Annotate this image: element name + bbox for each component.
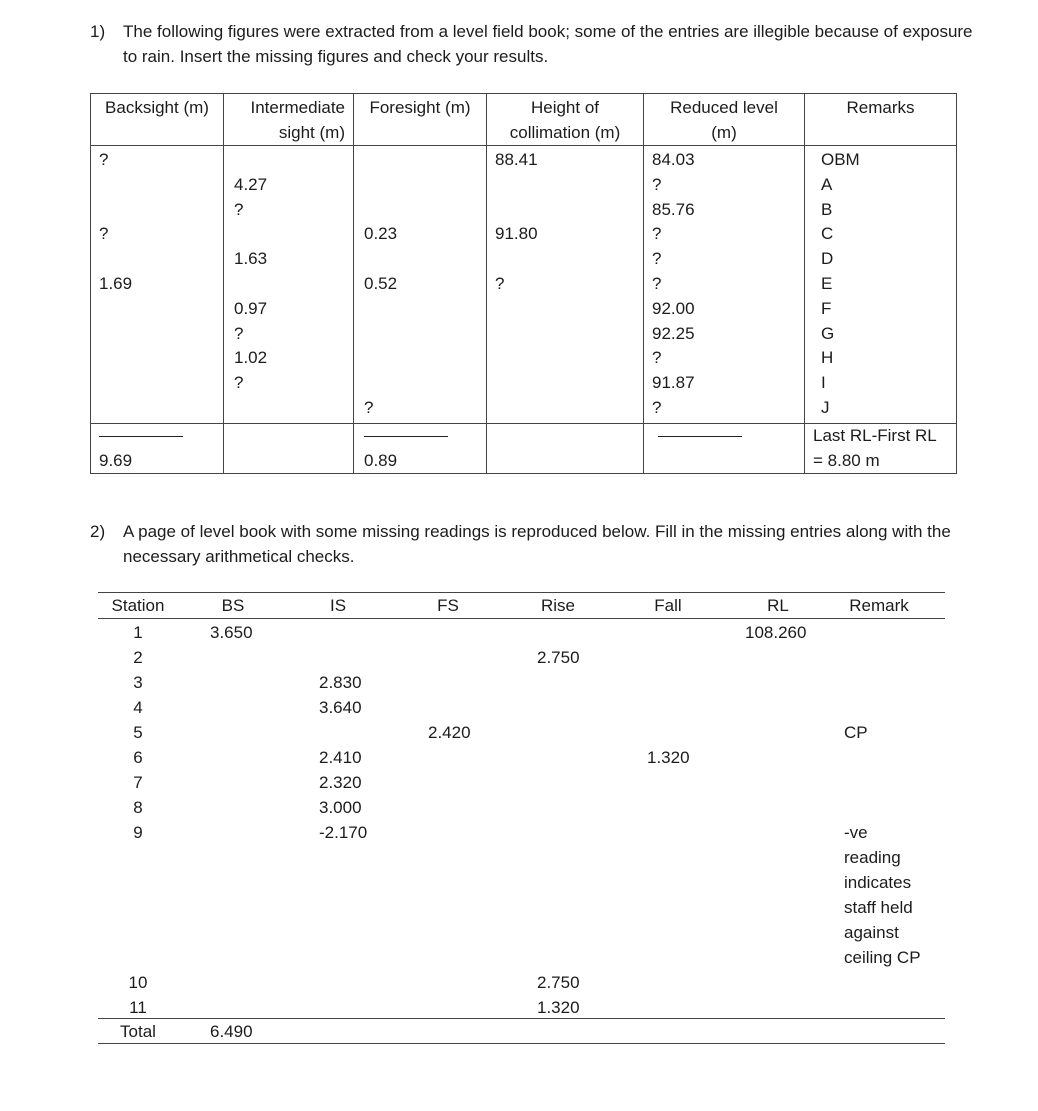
- remarks-value: I: [821, 373, 826, 393]
- level-field-book-table: [90, 93, 957, 474]
- backsight-total: 9.69: [99, 450, 133, 470]
- is-value: -2.170: [319, 823, 368, 842]
- foresight-value: [364, 297, 478, 322]
- intermediate-sight-column: [224, 146, 354, 424]
- remark-line: -ve: [844, 823, 868, 842]
- backsight-value: [99, 173, 215, 198]
- backsight-value: [99, 198, 215, 223]
- is-value: 2.320: [319, 773, 362, 792]
- backsight-value: ?: [99, 150, 109, 169]
- hoc-value: [495, 396, 635, 421]
- bs-value: 3.650: [210, 623, 253, 642]
- station-number: 6: [133, 748, 143, 767]
- is-value: 2.830: [319, 673, 362, 692]
- station-number: 7: [133, 773, 143, 792]
- hoc-value: 88.41: [495, 150, 538, 169]
- sum-line: [364, 436, 448, 437]
- rise-value: 1.320: [537, 998, 580, 1017]
- hoc-value: [495, 322, 635, 347]
- remarks-value: E: [821, 273, 833, 293]
- backsight-value: [99, 346, 215, 371]
- reduced-level-column: [644, 146, 805, 424]
- hoc-value: 91.80: [495, 224, 538, 244]
- station-number: 1: [133, 623, 143, 642]
- remark-line: reading: [844, 848, 901, 867]
- backsight-value: 1.69: [99, 273, 133, 293]
- foresight-value: 0.52: [364, 273, 398, 293]
- intermediate-value: [234, 396, 345, 421]
- header-bottom-rule: [98, 618, 945, 619]
- level-book-page-table: [98, 592, 945, 1052]
- rl-value: ?: [652, 273, 662, 293]
- backsight-value: [99, 396, 215, 421]
- hoc-value: [495, 247, 635, 272]
- hoc-total-cell: [487, 423, 644, 474]
- header-remarks: Remarks: [805, 94, 957, 146]
- fall-value: 1.320: [647, 748, 690, 767]
- question-1-number: 1): [90, 22, 106, 41]
- total-label: Total: [120, 1022, 156, 1041]
- header-is: IS: [329, 596, 347, 615]
- total-bs-value: 6.490: [210, 1022, 253, 1041]
- remarks-value: A: [821, 174, 833, 194]
- header-fall: Fall: [654, 596, 682, 615]
- fs-value: 2.420: [428, 723, 471, 742]
- rl-value: 108.260: [745, 623, 807, 642]
- remarks-value: D: [821, 249, 834, 269]
- question-2: [90, 519, 990, 569]
- remark-line: ceiling CP: [844, 948, 921, 967]
- foresight-value: 0.23: [364, 224, 398, 244]
- foresight-total: 0.89: [364, 450, 398, 470]
- intermediate-value: [234, 272, 345, 297]
- backsight-total-cell: [91, 423, 224, 474]
- backsight-value: [99, 371, 215, 396]
- header-backsight: Backsight (m): [91, 94, 224, 146]
- rl-value: ?: [652, 174, 662, 194]
- foresight-value: [364, 322, 478, 347]
- intermediate-total-cell: [224, 423, 354, 474]
- backsight-value: ?: [99, 224, 109, 244]
- hoc-value: [495, 371, 635, 396]
- remarks-value: G: [821, 323, 835, 343]
- rl-value: 85.76: [652, 199, 695, 219]
- header-foresight: Foresight (m): [354, 94, 487, 146]
- hoc-value: [495, 198, 635, 223]
- hoc-value: [495, 346, 635, 371]
- intermediate-value: [234, 148, 345, 173]
- header-rl: RL: [767, 596, 789, 615]
- hoc-value: [495, 173, 635, 198]
- intermediate-value: 1.02: [234, 348, 268, 368]
- station-number: 11: [129, 998, 147, 1017]
- remark-line: against: [844, 923, 899, 942]
- station-number: 4: [133, 698, 143, 717]
- check-note-cell: [805, 423, 957, 474]
- check-note-line-1: Last RL-First RL: [813, 425, 937, 445]
- check-note-line-2: = 8.80 m: [813, 450, 880, 470]
- backsight-value: [99, 297, 215, 322]
- rl-total-cell: [644, 423, 805, 474]
- backsight-value: [99, 322, 215, 347]
- is-value: 2.410: [319, 748, 362, 767]
- remarks-column: [805, 146, 957, 424]
- remark-line: indicates: [844, 873, 912, 892]
- sum-line: [99, 436, 183, 437]
- station-number: 2: [133, 648, 143, 667]
- station-number: 10: [128, 973, 148, 992]
- station-number: 3: [133, 673, 143, 692]
- intermediate-value: 4.27: [234, 174, 268, 194]
- header-remark: Remark: [849, 596, 909, 615]
- rl-value: ?: [652, 249, 662, 269]
- foresight-value: [364, 247, 478, 272]
- backsight-value: [99, 247, 215, 272]
- foresight-value: [364, 371, 478, 396]
- is-value: 3.000: [319, 798, 362, 817]
- remarks-value: F: [821, 298, 832, 318]
- foresight-value: [364, 148, 478, 173]
- question-2-text: A page of level book with some missing readings is reproduced below. Fill in the missing entries along with the necessary arithmetical checks.: [123, 522, 951, 566]
- foresight-value: ?: [364, 397, 374, 417]
- foresight-column: [354, 146, 487, 424]
- station-number: 8: [133, 798, 143, 817]
- header-height-of-collimation: Height of collimation (m): [487, 94, 644, 146]
- intermediate-value: 0.97: [234, 298, 268, 318]
- remark-value: CP: [844, 723, 868, 742]
- backsight-column: [91, 146, 224, 424]
- remarks-value: C: [821, 224, 834, 244]
- question-2-number: 2): [90, 522, 106, 541]
- foresight-value: [364, 346, 478, 371]
- intermediate-value: ?: [234, 323, 244, 343]
- rl-value: 91.87: [652, 373, 695, 393]
- intermediate-value: ?: [234, 199, 244, 219]
- remarks-value: B: [821, 199, 833, 219]
- header-intermediate-sight: Intermediate sight (m): [224, 94, 354, 146]
- foresight-value: [364, 198, 478, 223]
- header-bs: BS: [221, 596, 245, 615]
- hoc-value: ?: [495, 273, 505, 293]
- remark-line: staff held: [844, 898, 913, 917]
- remarks-value: OBM: [821, 150, 860, 169]
- station-number: 5: [133, 723, 143, 742]
- height-of-collimation-column: [487, 146, 644, 424]
- hoc-value: [495, 297, 635, 322]
- header-station: Station: [111, 596, 165, 615]
- question-1: [90, 19, 990, 69]
- header-rise: Rise: [540, 596, 575, 615]
- intermediate-value: ?: [234, 373, 244, 393]
- intermediate-value: 1.63: [234, 249, 268, 269]
- intermediate-value: [234, 222, 345, 247]
- sum-line: [658, 436, 742, 437]
- station-number: 9: [133, 823, 143, 842]
- foresight-total-cell: [354, 423, 487, 474]
- header-reduced-level: Reduced level (m): [644, 94, 805, 146]
- rl-value: 92.25: [652, 323, 695, 343]
- rl-value: ?: [652, 224, 662, 244]
- foresight-value: [364, 173, 478, 198]
- rl-value: 92.00: [652, 298, 695, 318]
- rl-value: ?: [652, 348, 662, 368]
- is-value: 3.640: [319, 698, 362, 717]
- header-fs: FS: [437, 596, 459, 615]
- rl-value: ?: [652, 397, 662, 417]
- rise-value: 2.750: [537, 648, 580, 667]
- rl-value: 84.03: [652, 150, 695, 169]
- remarks-value: J: [821, 397, 830, 417]
- remarks-value: H: [821, 348, 834, 368]
- rise-value: 2.750: [537, 973, 580, 992]
- question-1-text: The following figures were extracted from a level field book; some of the entries are illegible because of exposure to rain. Insert the missing figures and check your results.: [123, 22, 973, 66]
